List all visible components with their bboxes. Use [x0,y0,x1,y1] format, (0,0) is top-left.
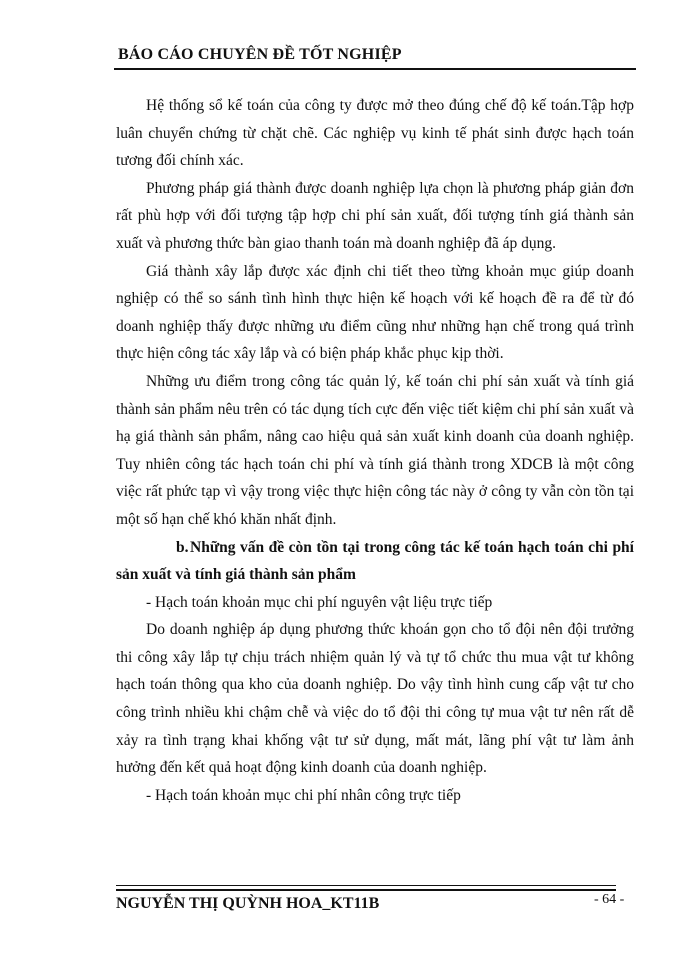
paragraph-construction-cost: Giá thành xây lắp được xác định chi tiết theo từng khoản mục giúp doanh nghiệp có thể so sánh tình hình thực hiện kế hoạch với kế hoạch đề ra để từ đó doanh nghiệp thấy được những ưu điểm cũng như những hạn chế trong quá trình thực hiện công tác xây lắp và có biện pháp khắc phục kịp thời. [116,262,634,363]
section-label: b. [176,538,189,556]
footer-divider-thick [116,889,616,891]
paragraph-material-issues: Do doanh nghiệp áp dụng phương thức khoán gọn cho tổ đội nên đội trưởng thi công xây lắp tự chịu trách nhiệm quản lý và tự tổ chức thu mua vật tư không hạch toán thông qua kho của doanh nghiệp. Do vậy tình hình cung cấp vật tư cho công trình nhiều khi chậm chễ và việc do tổ đội thi công tự mua vật tư nên rất dễ xảy ra tình trạng khai khống vật tư sử dụng, mất mát, lãng phí vật tư làm ảnh hưởng đến kết quả hoạt động kinh doanh của doanh nghiệp. [116,621,634,777]
section-heading [116,534,634,589]
document-body [116,92,634,809]
paragraph-accounting-system: Hệ thống sổ kế toán của công ty được mở theo đúng chế độ kế toán.Tập hợp luân chuyển chứng từ chặt chẽ. Các nghiệp vụ kinh tế phát sinh được hạch toán tương đối chính xác. [116,97,634,170]
paragraph-advantages: Những ưu điểm trong công tác quản lý, kế toán chi phí sản xuất và tính giá thành sản phẩm nêu trên có tác dụng tích cực đến việc tiết kiệm chi phí sản xuất và hạ giá thành sản phẩm, nâng cao hiệu quả sản xuất kinh doanh của doanh nghiệp. Tuy nhiên công tác hạch toán chi phí và tính giá thành trong XDCB là một công việc rất phức tạp vì vậy trong việc thực hiện công tác này ở công ty vẫn còn tồn tại một số hạn chế khó khăn nhất định. [116,372,634,528]
section-title: Những vấn đề còn tồn tại trong công tác kế toán hạch toán chi phí sản xuất và tính giá thành sản phẩm [116,538,634,584]
footer-author: NGUYỄN THỊ QUỲNH HOA_KT11B [116,895,380,912]
page-number: - 64 - [594,892,625,907]
footer-divider-thin [116,885,616,886]
paragraph-costing-method: Phương pháp giá thành được doanh nghiệp lựa chọn là phương pháp giản đơn rất phù hợp với đối tượng tập hợp chi phí sản xuất, đối tượng tính giá thành sản xuất và phương thức bàn giao thanh toán mà doanh nghiệp đã áp dụng. [116,179,634,252]
bullet-labor-cost: - Hạch toán khoản mục chi phí nhân công trực tiếp [146,786,461,804]
bullet-material-cost: - Hạch toán khoản mục chi phí nguyên vật liệu trực tiếp [146,593,493,611]
header-divider [114,68,636,70]
document-header-title: BÁO CÁO CHUYÊN ĐỀ TỐT NGHIỆP [118,46,402,63]
